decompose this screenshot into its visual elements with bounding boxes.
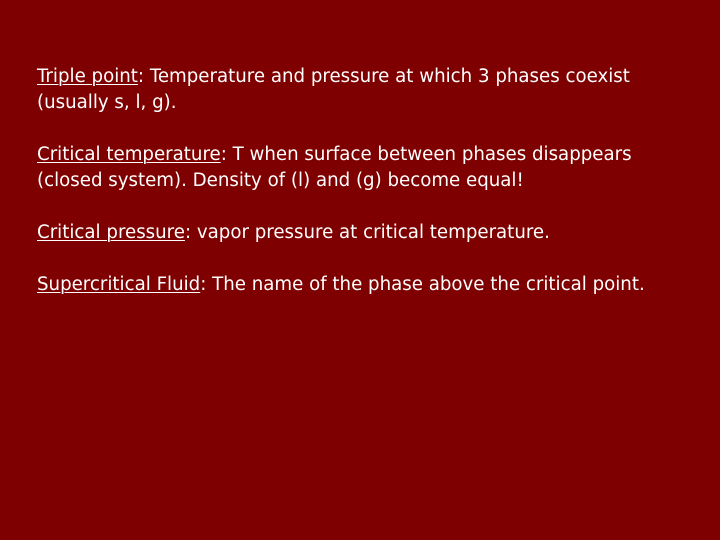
triple-point-definition xyxy=(37,64,677,116)
critical-pressure-definition xyxy=(37,220,677,246)
supercritical-fluid-definition xyxy=(37,272,677,298)
critical-temperature-definition xyxy=(37,142,677,194)
definition-text: : vapor pressure at critical temperature. xyxy=(184,222,550,243)
definition-term: Critical temperature xyxy=(37,144,221,165)
definition-text: : The name of the phase above the critical point. xyxy=(200,274,645,295)
definition-term: Supercritical Fluid xyxy=(37,274,201,295)
definition-term: Triple point xyxy=(37,66,138,87)
definition-text: : T when surface between phases disappears (closed system). Density of (l) and (g) become equal! xyxy=(37,144,632,191)
definition-text: : Temperature and pressure at which 3 phases coexist (usually s, l, g). xyxy=(37,66,630,113)
definition-term: Critical pressure xyxy=(37,222,185,243)
definitions-list xyxy=(37,64,677,324)
